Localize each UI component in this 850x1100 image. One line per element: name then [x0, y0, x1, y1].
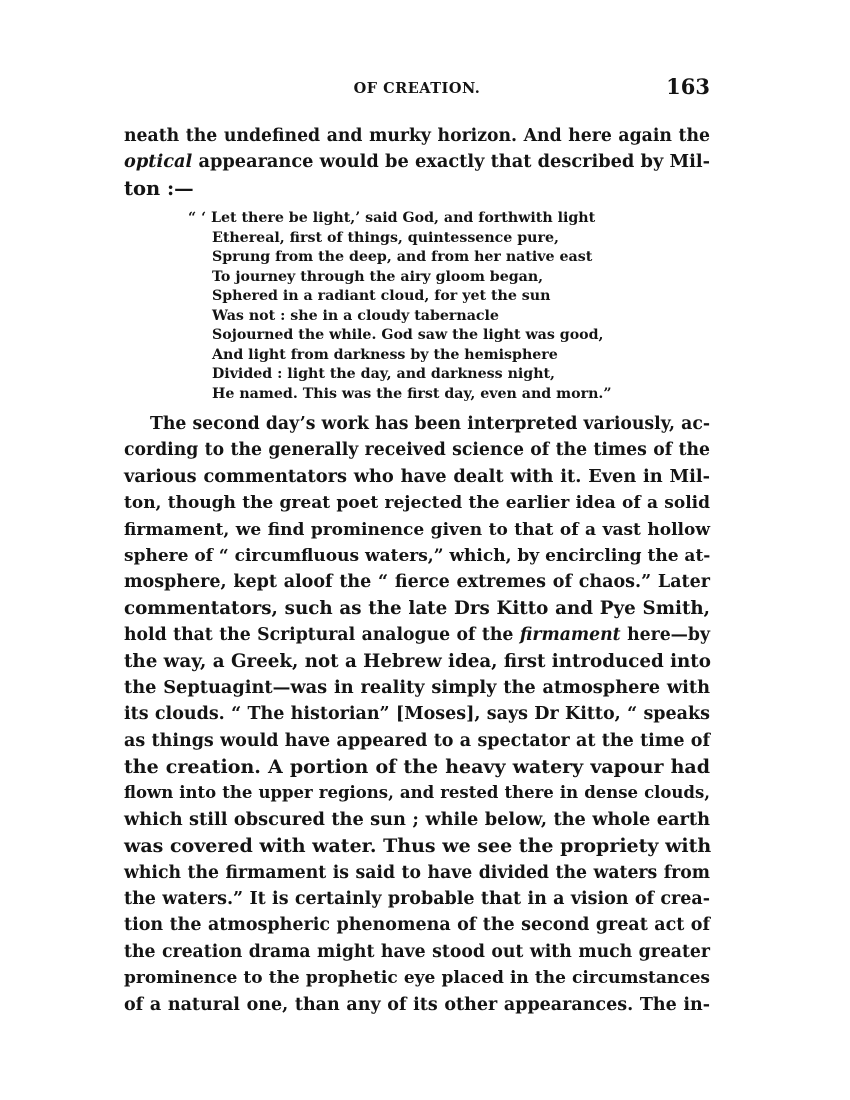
text-line: firmament, we find prominence given to that of a vast hollow [124, 519, 710, 540]
text-line: the creation. A portion of the heavy watery vapour had [124, 756, 710, 779]
quote-line: Sojourned the while. God saw the light was good, [212, 327, 604, 343]
text-line: the way, a Greek, not a Hebrew idea, first introduced into [124, 650, 711, 672]
quote-line: To journey through the airy gloom began, [212, 268, 544, 285]
text-line: commentators, such as the late Drs Kitto and Pye Smith, [124, 597, 710, 619]
text-line: mosphere, kept aloof the “ fierce extremes of chaos.” Later [124, 572, 710, 593]
quote-line: And light from darkness by the hemisphere [212, 346, 558, 363]
text-line: cording to the generally received science of the times of the [124, 440, 710, 461]
text-line: neath the undefined and murky horizon. And here again the [124, 126, 710, 146]
text-segment: appearance would be exactly that described by Mil- [192, 151, 710, 173]
page-number: 163 [666, 74, 710, 99]
running-header [124, 74, 710, 104]
text-line [124, 149, 710, 175]
text-line: various commentators who have dealt with it. Even in Mil- [124, 465, 710, 487]
quote-line: Sprung from the deep, and from her native east [212, 249, 593, 265]
paragraph-continuation [124, 123, 710, 202]
text-line [124, 622, 710, 648]
text-line: as things would have appeared to a spectator at the time of [124, 730, 710, 751]
text-line: which the firmament is said to have divided the waters from [124, 862, 710, 883]
text-line: was covered with water. Thus we see the propriety with [124, 835, 712, 858]
text-line: the waters.” It is certainly probable that in a vision of crea- [124, 889, 710, 910]
text-line: ton :— [124, 176, 194, 200]
milton-quotation [188, 209, 648, 404]
text-line: ton, though the great poet rejected the earlier idea of a solid [124, 493, 710, 514]
text-line: flown into the upper regions, and rested there in dense clouds, [124, 783, 710, 803]
text-line: the Septuagint—was in reality simply the atmosphere with [124, 676, 710, 698]
quote-line: He named. This was the first day, even and morn.” [212, 385, 612, 402]
text-line: prominence to the prophetic eye placed in the circumstances [124, 968, 710, 989]
quote-line: “ ‘ Let there be light,’ said God, and forthwith light [188, 210, 596, 226]
text-segment: hold that the Scriptural analogue of the [124, 625, 520, 646]
paragraph-second-day [124, 411, 710, 1018]
quote-line: Ethereal, first of things, quintessence pure, [212, 229, 559, 246]
text-line: of a natural one, than any of its other appearances. The in- [124, 994, 710, 1015]
text-line: tion the atmospheric phenomena of the second great act of [124, 915, 710, 936]
text-line: sphere of “ circumfluous waters,” which, by encircling the at- [124, 545, 711, 566]
emphasis-firmament: firmament [519, 625, 621, 646]
text-line: The second day’s work has been interpreted variously, ac- [150, 414, 710, 434]
running-title: OF CREATION. [353, 80, 481, 97]
quote-line: Sphered in a radiant cloud, for yet the sun [212, 288, 551, 304]
text-line: its clouds. “ The historian” [Moses], says Dr Kitto, “ speaks [124, 704, 710, 725]
quote-line: Divided : light the day, and darkness night, [212, 366, 555, 382]
text-line: which still obscured the sun ; while below, the whole earth [124, 808, 710, 830]
emphasis-optical: optical [124, 151, 193, 173]
quote-line: Was not : she in a cloudy tabernacle [212, 307, 499, 324]
text-segment: here—by [620, 625, 710, 646]
text-line: the creation drama might have stood out with much greater [124, 941, 710, 962]
